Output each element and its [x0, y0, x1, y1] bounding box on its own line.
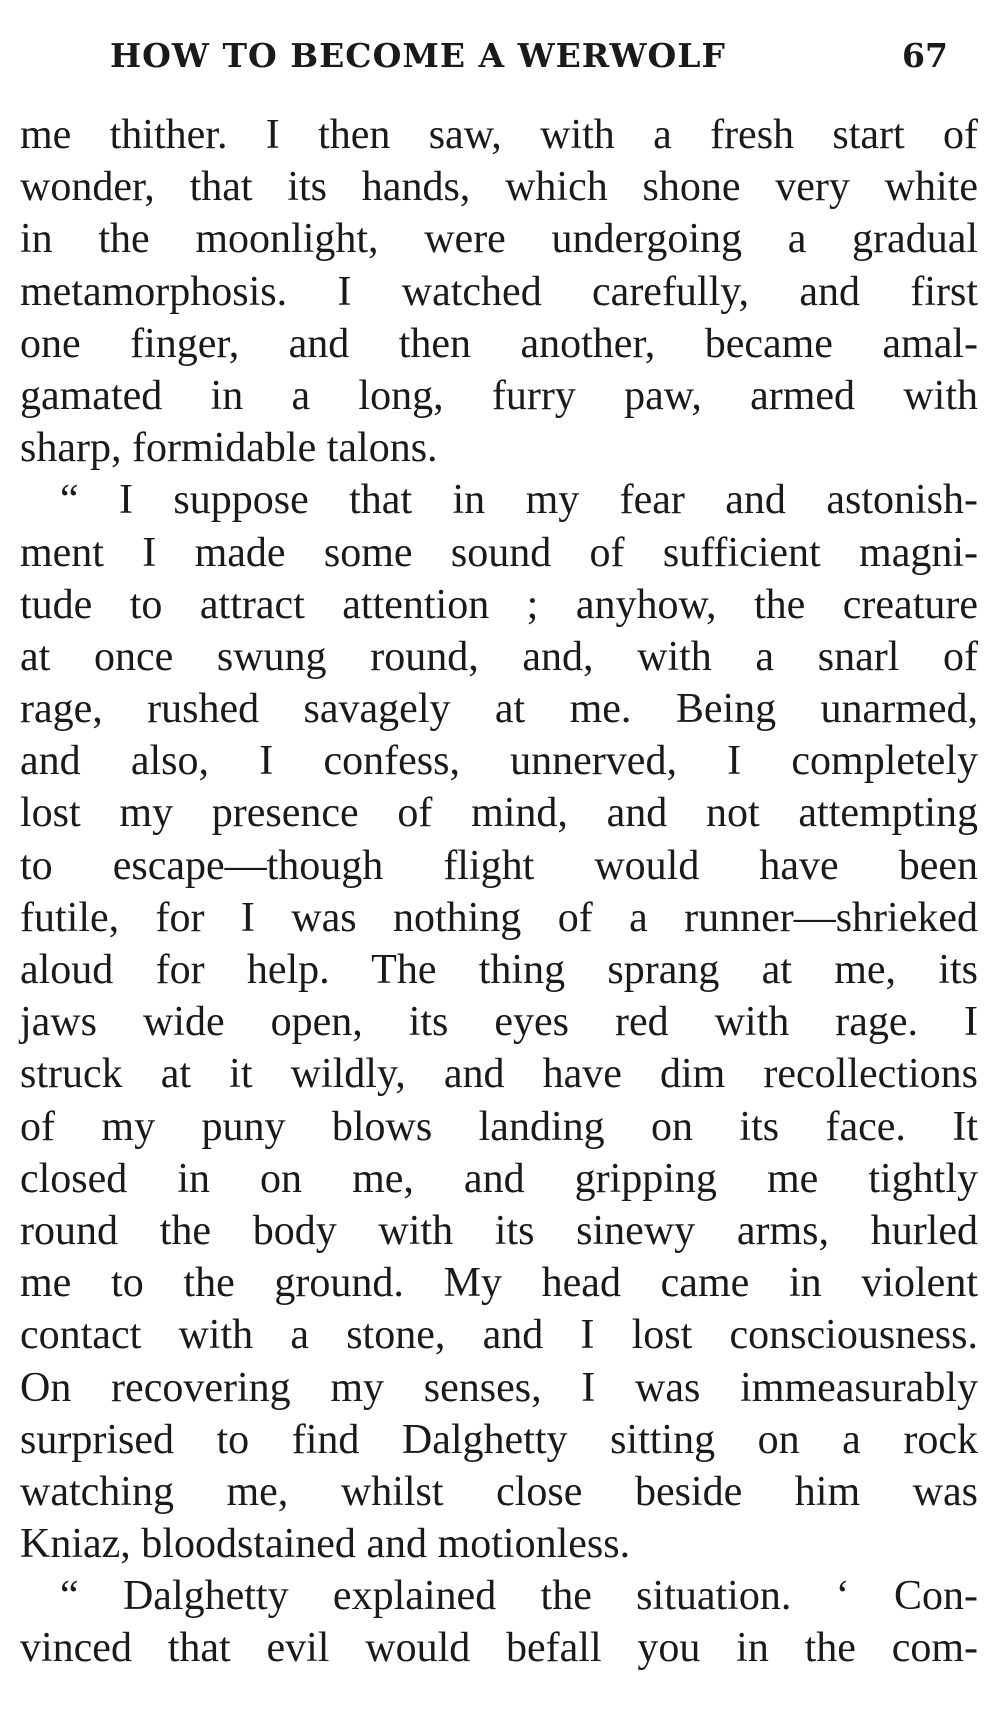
text-line: me to the ground. My head came in violent [20, 1260, 978, 1307]
text-line: at once swung round, and, with a snarl of [20, 633, 978, 680]
text-line: me thither. I then saw, with a fresh start of [20, 112, 978, 158]
text-line: tude to attract attention ; anyhow, the creature [20, 581, 978, 628]
text-line: contact with a stone, and I lost consciousness. [20, 1312, 978, 1359]
text-line: futile, for I was nothing of a runner—shrieked [20, 894, 978, 941]
text-line: wonder, that its hands, which shone very white [20, 164, 978, 211]
text-line: lost my presence of mind, and not attempting [20, 790, 978, 837]
text-line: in the moonlight, were undergoing a gradual [20, 216, 978, 263]
running-head [0, 26, 1000, 86]
text-line: surprised to find Dalghetty sitting on a rock [20, 1416, 978, 1463]
text-line: struck at it wildly, and have dim recollections [20, 1051, 978, 1098]
text-line: round the body with its sinewy arms, hurled [20, 1207, 978, 1254]
text-line: one finger, and then another, became amal- [20, 320, 978, 367]
text-line: vinced that evil would befall you in the com- [20, 1625, 978, 1672]
text-line: gamated in a long, furry paw, armed with [20, 372, 978, 419]
text-line: rage, rushed savagely at me. Being unarmed, [20, 686, 978, 733]
paragraph-first-line: “ I suppose that in my fear and astonish- [60, 477, 978, 524]
text-line: of my puny blows landing on its face. It [20, 1103, 978, 1150]
body-text [20, 109, 978, 1675]
text-line: ment I made some sound of sufficient magni- [20, 529, 978, 576]
text-line: and also, I confess, unnerved, I completely [20, 738, 978, 785]
page-number: 67 [902, 36, 948, 75]
paragraph-end-line: sharp, formidable talons. [20, 425, 438, 472]
text-line: watching me, whilst close beside him was [20, 1468, 978, 1515]
text-line: jaws wide open, its eyes red with rage. I [20, 999, 978, 1046]
text-line: to escape—though flight would have been [20, 842, 978, 889]
text-line: On recovering my senses, I was immeasurably [20, 1364, 978, 1411]
text-line: closed in on me, and gripping me tightly [20, 1155, 978, 1202]
text-line: metamorphosis. I watched carefully, and first [20, 268, 978, 315]
running-title: HOW TO BECOME A WERWOLF [110, 36, 726, 75]
text-line: aloud for help. The thing sprang at me, its [20, 947, 978, 993]
paragraph-end-line: Kniaz, bloodstained and motionless. [20, 1521, 631, 1568]
paragraph-first-line: “ Dalghetty explained the situation. ‘ Con- [60, 1573, 978, 1620]
